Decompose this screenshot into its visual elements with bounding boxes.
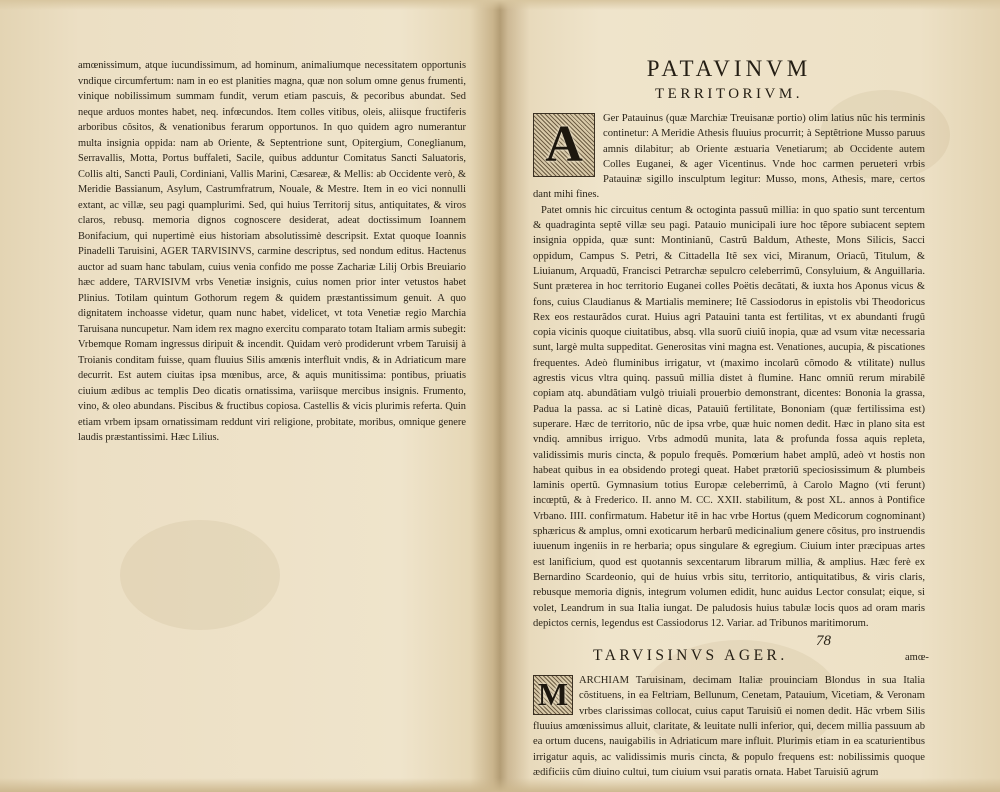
page-title: PATAVINVM bbox=[646, 56, 812, 81]
initial-letter: M bbox=[537, 676, 569, 713]
initial-letter: A bbox=[545, 116, 583, 174]
left-page-text: amœnissimum, atque iucundissimum, ad hominum, animaliumque necessitatem opportunis vndique circumfertum: nam in eo est planities magna, quæ non solum omne genus frumenti, vinique nobilissimum summam fundit, verum etiam pascuis, & pecoribus abundat. Sed neque arduos montes habet, neq. infœcundos. Item colles vitibus, oleis, aliisque fructiferis arboribus cõsitos, & venationibus ferarum opportunos. In quo quidem agro numerantur multa insignia oppida: nam ab Oriente, & Septentrione sunt, Opitergium, Coneglianum, Serravallis, Motta, Portus buffaleti, Sacile, quibus adduntur Comitatus Sancti Saluatoris, Collis alti, Sancti Pauli, Cordiniani, Vallis Marini, Cæsareæ, & Mellis: ab Occidente verò, & Meridie Bassianum, Asylum, Castrumfratrum, Nouale, & Mestre. Item in eo vici nonnulli extant, ac villæ, seu pagi quamplurimi. Sed, qui huius Territorij situs, antiquitates, & viros claros, rebusq. memoria dignos cognoscere desiderat, adeat doctissimum Ioannem Bonifacium, qui nupertimè eius historiam absolutissimè descripsit. Extat quoque Ioannis Pinadelli Taruisini, AGER TARVISINVS, carmine descriptus, sed nondum editus. Hactenus auctor ad suam hanc tabulam, cuius venia confido me posse Zachariæ Lilij Orbis Breuiario hæc addere, TARVISIVM vrbs Venetiæ insignis, cuius nomen prior inter vetustos habet Plinius. Totilam quintum Gothorum regem & quidem præstantissimum genuit. A quo dignitatem inchoasse videtur, quam nunc habet, videlicet, vt tota Venetiæ regio Marchia Taruisana nuncupetur. Nam idem rex magno exercitu comparato totam Italiam armis subegit: Vrbemque Romam ingressus diripuit & incendit. Quidam verò prodiderunt vrbem Taruisij à Troianis conditam fuisse, quam fluuius Silis amœnis interfluit vndis, & in Adriaticum mare decurrit. Est autem ciuitas ipsa mœnibus, arce, & aquis munitissima: pontibus, priuatis ciuium ædibus ac templis Deo dicatis ornatissima, variisque mercibus insignis. Frumento, vino, & oleo abundans. Piscibus & fructibus copiosa. Castellis & vicis plurimis referta. Quin etiam vrbem ipsam ornatissimam reddunt viri religione, probitate, moribus, omnique genere laudis præstantissimi. Hæc Lilius. bbox=[78, 60, 466, 443]
paper-stain bbox=[120, 520, 280, 630]
paragraph-patavinum-intro bbox=[533, 111, 925, 203]
page-number: 78 bbox=[816, 633, 831, 649]
paragraph-patavinum-body: Patet omnis hic circuitus centum & octoginta passuũ millia: in quo spatio sunt tercentum & quadraginta septẽ villæ seu pagi. Patauio municipali iure hoc tẽpore subiacent septem insignia oppida, quæ sunt: Montinianũ, Castrũ Baldum, Atheste, Mons Silicis, Sacci oppidum, Campus S. Petri, & Cittadella Itẽ sex vici, Miranum, Oriacũ, Titulum, & Liuianum, Arquadũ, Francisci Petrarchæ sepulcro celeberrimũ, Consyluium, & Anguillaria. Sunt præterea in hoc territorio Euganei colles Poëtis decãtati, & iuxta hos Aponus vicus & fons, cuius Claudianus & Martialis meminere; Itẽ Cassiodorus in epistolis vbi Theodoricus Rex eos restaurãdos curat. Huius agri Patauini tanta est fertilitas, vt ex abundanti frugũ copia vicinis quoque ciuitatibus, absq. vlla suorũ ciuiũ inopia, quæ ad vsum vitæ necessaria sunt, largè multa suppeditat. Generositas vini magna est. Venationes, aucupia, & piscationes frequentes. Adeò fluminibus irrigatur, vt (maximo incolarũ cõmodo & vtilitate) nullus agrestis vicus vltra quinq. passuũ millia distet à flumine. Hanc omniũ rerum mirabilẽ copiam atq. abundãtiam vulgò triuiali prouerbio demonstrant, dicentes: Bononia la grassa, Padua la passa. ac si Latinè dicas, Patauiũ fertilitate, Bononiam (quæ fertilissima est) superare. Hæc de territorio, nũc de ipsa vrbe, quæ huic nomen dedit. Hæc in plano sita est vndiq. amnibus irriguo. Vrbs admodũ munita, lata & profunda fossa aquis repleta, validissimis muris cincta, & populo frequẽs. Pomœrium habet amplũ, adeò vt hostis non habeat quibus in ea obsidendo protegi queat. Habet prætoriũ speciosissimum & plumbeis laminis opertũ. Gymnasium totius Europæ celeberrimũ, à Carolo Magno (vti ferunt) incœptũ, & à Frederico. II. anno M. CC. XXII. stabilitum, & post XL. annos à Pontifice Vrbano. IIII. confirmatum. Habetur itẽ in hac vrbe Hortus (quem Medicorum cognominant) sphæricus & amplus, omni exoticarum herbarũ medicinalium genere cõsitus, pro instruendis iuuenum ingeniis in re herbaria; opus singulare & egregium. Ciuium inter præcipuas artes est lanificium, quod est quotannis sexcentarum librarum millia, & amplius. Hæc ferè ex Bernardino Scardeonio, qui de huius vrbis situ, territorio, antiquitatibus, & viris claris, rebusque memoria dignis, integrum volumen edidit, hunc auidus Lector consulat; eique, si volet, Leandrum in sua Italia iungat. De paludosis huius tabulæ locis quos ad oram maris depictos cernis, legendus est Cassiodorus 12. Variar. ad Tribunos maritimorum. bbox=[533, 204, 925, 629]
paragraph-text: Ger Patauinus (quæ Marchiæ Treuisanæ portio) olim latius nũc his terminis continetur: A Meridie Athesis fluuius procurrit; à Septẽtrione Musso paruus amnis dilabitur; ab Oriente æstuaria Venetiarum; ab Occidente autem Colles Euganei, & ager Vicentinus. Vnde hoc carmen perueteri vrbis Patauinæ sigillo insculptum legitur: Musso, mons, Athesis, mare, certos dant mihi fines. bbox=[533, 113, 925, 201]
page-subtitle: TERRITORIVM. bbox=[655, 86, 803, 102]
page-edge-top bbox=[0, 0, 1000, 10]
decorated-initial-m bbox=[533, 675, 573, 715]
paragraph-tarvisinus bbox=[533, 673, 925, 780]
left-page-column bbox=[78, 58, 466, 446]
catchword: amœ- bbox=[905, 652, 929, 663]
right-page-column bbox=[533, 56, 925, 780]
paragraph-text: ARCHIAM Taruisinam, decimam Italiæ prouinciam Blondus in sua Italia cõstituens, in ea Feltriam, Bellunum, Cenetam, Patauium, Vicetiam, & Veronam vrbes clarissimas collocat, cuius caput Taruisiũ ei nomen dedit. Hãc vrbem Silis fluuius amœnissimus alluit, claritate, & leuitate nulli inferior, qui, decem millia passuum ab ea ortum ducens, nauigabilis in Adriaticum mare influit. Plurimis etiam in ea scaturientibus irrigatur aquis, ac validissimis muris cincta, & populo frequens est: nobilissimis quoque ædificiis cũm diuino cultui, tum ciuium vsui paratis ornata. Habet Taruisiũ agrum bbox=[533, 675, 925, 778]
decorated-initial-a bbox=[533, 113, 595, 177]
section-heading: TARVISINVS AGER. bbox=[593, 647, 788, 665]
